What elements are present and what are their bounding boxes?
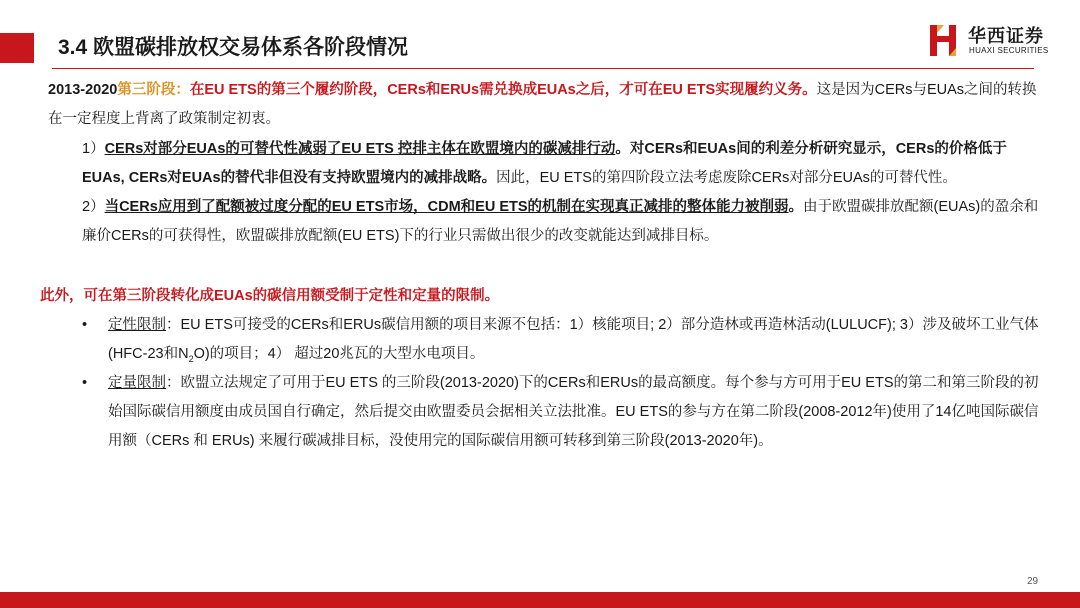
qualitative-subscript: 2 (188, 353, 194, 364)
logo-english-name: HUAXI SECURITIES (969, 46, 1049, 55)
page-number: 29 (1027, 576, 1039, 587)
qualitative-colon: ： (166, 317, 181, 333)
point-1 (82, 135, 1042, 193)
section-2-heading: 此外，可在第三阶段转化成EUAs的碳信用额受制于定性和定量的限制。 (40, 288, 500, 304)
qualitative-text-2: O)的项目；4） 超过20兆瓦的大型水电项目。 (193, 346, 485, 362)
point-2-underlined: 当CERs应用到了配额被过度分配的EU ETS市场，CDM和EU ETS的机制在实现真正减排的整体能力被削弱 (104, 199, 789, 215)
company-logo (928, 22, 1063, 62)
intro-period: 2013-2020 (48, 82, 118, 98)
qualitative-text-1: EU ETS可接受的CERs和ERUs碳信用额的项目来源不包括：1）核能项目; 2）部分造林或再造林活动(LULUCF); 3）涉及破坏工业气体(HFC-23和N (108, 317, 1039, 362)
point-2 (82, 193, 1047, 251)
quantitative-limit (108, 369, 1043, 456)
header-divider (52, 68, 1034, 69)
page-title: 3.4 欧盟碳排放权交易体系各阶段情况 (58, 36, 409, 59)
huaxi-logo-icon (928, 22, 960, 58)
bullet-qualitative-marker: • (82, 317, 88, 333)
qualitative-label: 定性限制 (108, 317, 166, 333)
point-2-number: 2） (82, 199, 105, 215)
quantitative-text: 欧盟立法规定了可用于EU ETS 的三阶段(2013-2020)下的CERs和ERUs的最高额度。每个参与方可用于EU ETS的第二和第三阶段的初始国际碳信用额度由成员国自行确定，然后提交由欧盟委员会据相关立法批准。EU ETS的参与方在第二阶段(2008-2012年)使用了14亿吨国际碳信用额（CERs 和 ERUs) 来履行碳减排目标，没使用完的国际碳信用额可转移到第三阶段(2013-2020年)。 (108, 375, 1039, 449)
qualitative-limit (108, 311, 1043, 374)
point-2-bold: 。 (788, 199, 804, 215)
intro-phase: 第三阶段： (117, 82, 190, 98)
point-1-number: 1） (82, 141, 105, 157)
quantitative-label: 定量限制 (108, 375, 166, 391)
logo-chinese-name: 华西证券 (968, 26, 1044, 47)
quantitative-colon: ： (166, 375, 181, 391)
intro-rest: 这是因为CERs与EUAs之间的转换在一定程度上背离了政策制定初衷。 (48, 82, 1037, 127)
point-1-underlined: CERs对部分EUAs的可替代性减弱了EU ETS 控排主体在欧盟境内的碳减排行动 (104, 141, 616, 157)
bullet-quantitative-marker: • (82, 375, 88, 391)
footer-bar (0, 592, 1080, 608)
point-2-plain: 由于欧盟碳排放配额(EUAs)的盈余和廉价CERs的可获得性，欧盟碳排放配额(EU ETS)下的行业只需做出很少的改变就能达到减排目标。 (82, 199, 1039, 244)
point-1-plain: 因此，EU ETS的第四阶段立法考虑废除CERs对部分EUAs的可替代性。 (496, 170, 957, 186)
point-1-bold: 。对CERs和EUAs间的利差分析研究显示，CERs的价格低于EUAs, CERs对EUAs的替代非但没有支持欧盟境内的减排战略。 (82, 141, 1007, 186)
title-accent-bar (0, 33, 34, 63)
intro-paragraph (48, 76, 1048, 134)
intro-highlight: 在EU ETS的第三个履约阶段，CERs和ERUs需兑换成EUAs之后，才可在EU ETS实现履约义务。 (189, 82, 817, 98)
